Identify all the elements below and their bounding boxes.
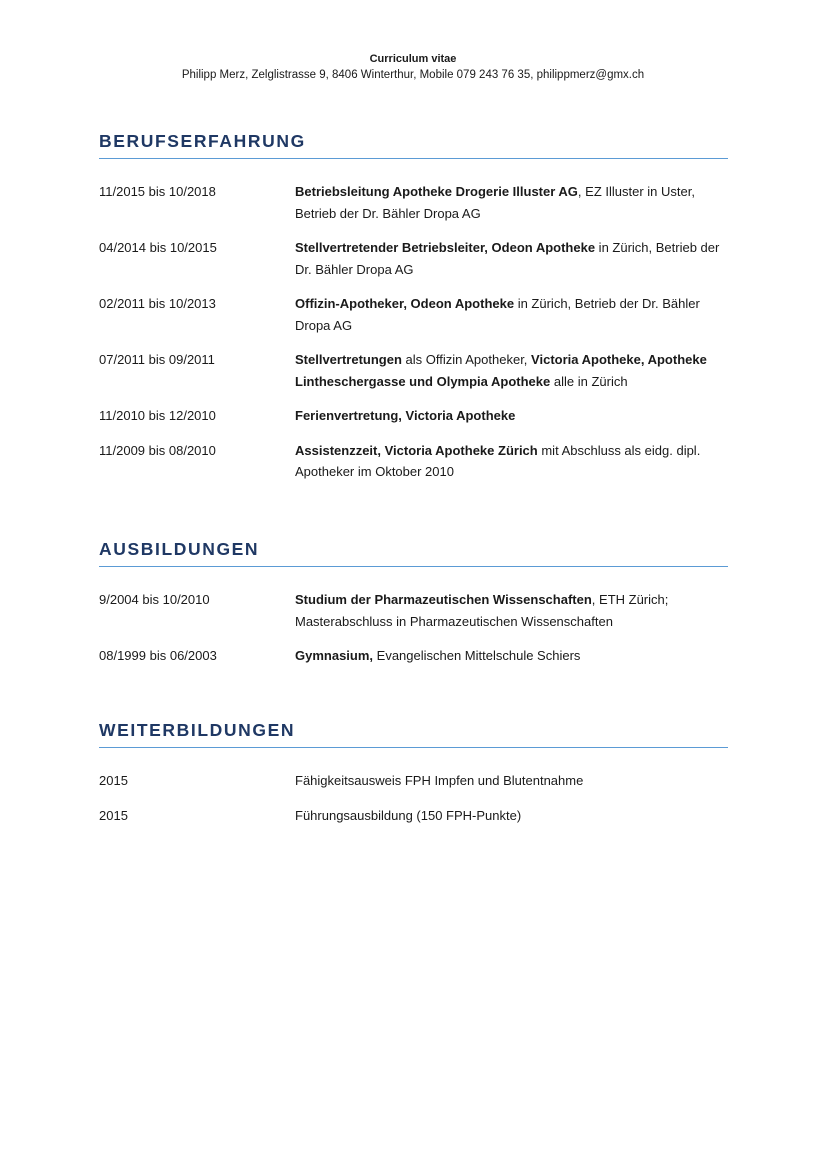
entry-description <box>295 805 728 827</box>
entry-date: 9/2004 bis 10/2010 <box>99 592 210 607</box>
section-ausbildungen <box>99 538 728 680</box>
entry-text: als Offizin Apotheker, <box>401 352 532 367</box>
entry-text: , ETH Zürich; Masterabschluss in Pharmazeutischen Wissenschaften <box>295 592 669 629</box>
entry-text: Führungsausbildung (150 FPH-Punkte) <box>295 807 522 823</box>
entry-date: 2015 <box>99 773 128 788</box>
entry-date: 04/2014 bis 10/2015 <box>99 240 217 255</box>
entry-list <box>99 770 728 826</box>
entry-text: alle in Zürich <box>550 373 628 389</box>
section-title: WEITERBILDUNGEN <box>99 719 728 748</box>
cv-entry <box>99 645 728 667</box>
cv-entry <box>99 440 728 483</box>
entry-text-bold: Stellvertretungen <box>295 352 402 367</box>
entry-date: 11/2010 bis 12/2010 <box>99 408 216 423</box>
entry-description <box>295 645 728 667</box>
entry-text-bold: Studium der Pharmazeutischen Wissenschaften <box>295 592 592 607</box>
entry-list <box>99 589 728 667</box>
entry-text: mit Abschluss als eidg. dipl. Apotheker im Oktober 2010 <box>295 442 701 479</box>
entry-date: 11/2015 bis 10/2018 <box>99 184 216 199</box>
document-title: Curriculum vitae <box>369 53 457 65</box>
entry-date: 08/1999 bis 06/2003 <box>99 648 217 663</box>
cv-entry <box>99 349 728 392</box>
cv-header <box>0 52 826 83</box>
cv-entry <box>99 805 728 827</box>
entry-text-bold: Gymnasium, <box>295 648 374 663</box>
entry-date: 07/2011 bis 09/2011 <box>99 352 215 367</box>
entry-date: 02/2011 bis 10/2013 <box>99 296 216 311</box>
section-weiterbildungen <box>99 719 728 839</box>
section-title: AUSBILDUNGEN <box>99 538 728 567</box>
entry-description <box>295 349 728 392</box>
entry-date: 2015 <box>99 807 128 823</box>
entry-date: 11/2009 bis 08/2010 <box>99 442 216 458</box>
entry-description <box>295 181 728 224</box>
entry-text: in Zürich, Betrieb der Dr. Bähler Dropa AG <box>295 240 720 277</box>
entry-description <box>295 770 728 792</box>
cv-entry <box>99 237 728 280</box>
cv-entry <box>99 293 728 336</box>
entry-text: , EZ Illuster in Uster, Betrieb der Dr. Bähler Dropa AG <box>295 184 695 221</box>
cv-entry <box>99 589 728 632</box>
entry-text-bold: Victoria Apotheke, Apotheke Lintheschergasse und Olympia Apotheke <box>295 352 707 389</box>
cv-entry <box>99 770 728 792</box>
section-berufserfahrung <box>99 130 728 496</box>
entry-description <box>295 589 728 632</box>
entry-text: in Zürich, Betrieb der Dr. Bähler Dropa AG <box>295 296 700 333</box>
entry-description <box>295 405 728 427</box>
cv-entry <box>99 181 728 224</box>
entry-text: Evangelischen Mittelschule Schiers <box>373 648 581 663</box>
entry-text: Fähigkeitsausweis FPH Impfen und Blutentnahme <box>295 773 584 788</box>
entry-text-bold: Stellvertretender Betriebsleiter, Odeon Apotheke <box>295 240 596 255</box>
section-title: BERUFSERFAHRUNG <box>99 130 728 159</box>
cv-entry <box>99 405 728 427</box>
entry-list <box>99 181 728 483</box>
entry-text-bold: Assistenzzeit, Victoria Apotheke Zürich <box>295 442 538 458</box>
entry-description <box>295 237 728 280</box>
entry-description <box>295 293 728 336</box>
entry-text-bold: Offizin-Apotheker, Odeon Apotheke <box>295 296 515 311</box>
contact-line: Philipp Merz, Zelglistrasse 9, 8406 Winterthur, Mobile 079 243 76 35, philippmerz@gmx.ch <box>181 69 645 81</box>
entry-description <box>295 440 728 483</box>
entry-text-bold: Betriebsleitung Apotheke Drogerie Illuster AG <box>295 184 578 199</box>
entry-text-bold: Ferienvertretung, Victoria Apotheke <box>295 408 516 423</box>
